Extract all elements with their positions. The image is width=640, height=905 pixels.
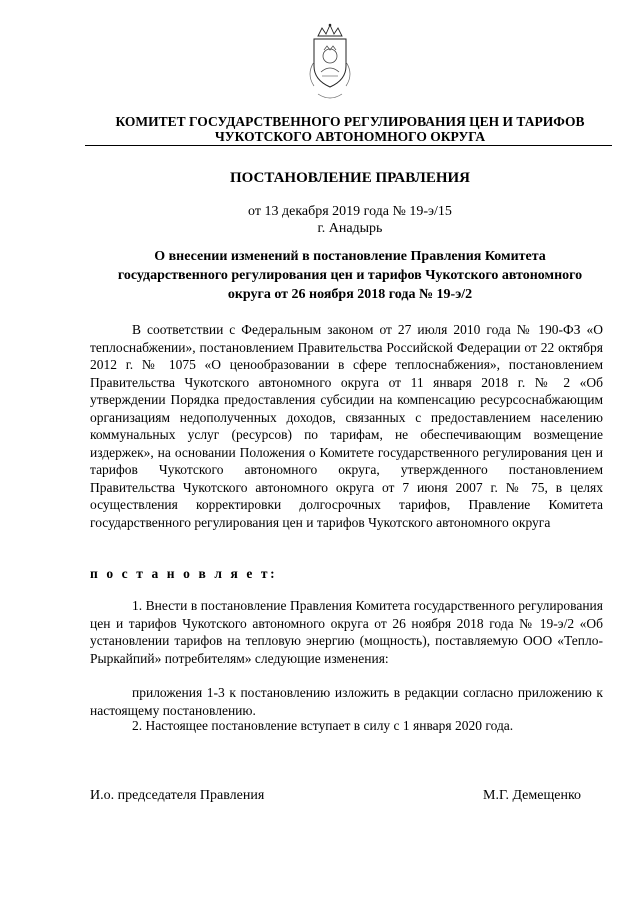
item-1-paragraph: 1. Внести в постановление Правления Комитета государственного регулирования цен и тарифов Чукотского автономного округа от 26 ноября 2018 года № 19-э/2 «Об установлении тарифов на тепловую энергию (мощность), поставляемую ООО «Тепло-Рыркайпий» потребителям» следующие изменения: xyxy=(90,598,603,666)
resolves-heading: п о с т а н о в л я е т: xyxy=(90,566,278,581)
coat-of-arms-icon xyxy=(300,22,360,106)
document-date-number: от 13 декабря 2019 года № 19-э/15 xyxy=(248,204,452,219)
org-name-line2: ЧУКОТСКОГО АВТОНОМНОГО ОКРУГА xyxy=(214,129,486,144)
header-divider xyxy=(85,145,612,146)
signatory-position: И.о. председателя Правления xyxy=(90,788,265,803)
item-1-change-paragraph: приложения 1-3 к постановлению изложить в редакции согласно приложению к настоящему постановлению. xyxy=(90,685,603,718)
org-name-line1: КОМИТЕТ ГОСУДАРСТВЕННОГО РЕГУЛИРОВАНИЯ ЦЕН И ТАРИФОВ xyxy=(115,114,585,129)
preamble-paragraph: В соответствии с Федеральным законом от 27 июля 2010 года № 190-ФЗ «О теплоснабжении», постановлением Правительства Российской Федерации от 22 октября 2012 г. № 1075 «О ценообразовании в сфере теплоснабжения», постановлением Правительства Чукотского автономного округа от 11 января 2018 г. № 2 «Об утверждении Порядка предоставления субсидии на компенсацию ресурсоснабжающим организациям недополученных доходов, связанных с предоставлением населению коммунальных услуг (ресурсов) по тарифам, не обеспечивающим возмещение издержек», на основании Положения о Комитете государственного регулирования цен и тарифов Чукотского автономного округа, утвержденного постановлением Правительства Чукотского автономного округа от 7 июня 2007 г. № 75, в целях осуществления корректировки долгосрочных тарифов, Правление Комитета государственного регулирования цен и тарифов Чукотского автономного округа xyxy=(90,322,603,530)
document-city: г. Анадырь xyxy=(317,221,383,236)
document-type-title: ПОСТАНОВЛЕНИЕ ПРАВЛЕНИЯ xyxy=(229,170,470,186)
document-subject: О внесении изменений в постановление Правления Комитета государственного регулирования цен и тарифов Чукотского автономного округа от 26 ноября 2018 года № 19-э/2 xyxy=(117,249,583,302)
signatory-name: М.Г. Демещенко xyxy=(483,788,582,803)
item-2-paragraph: 2. Настоящее постановление вступает в силу с 1 января 2020 года. xyxy=(132,718,514,733)
